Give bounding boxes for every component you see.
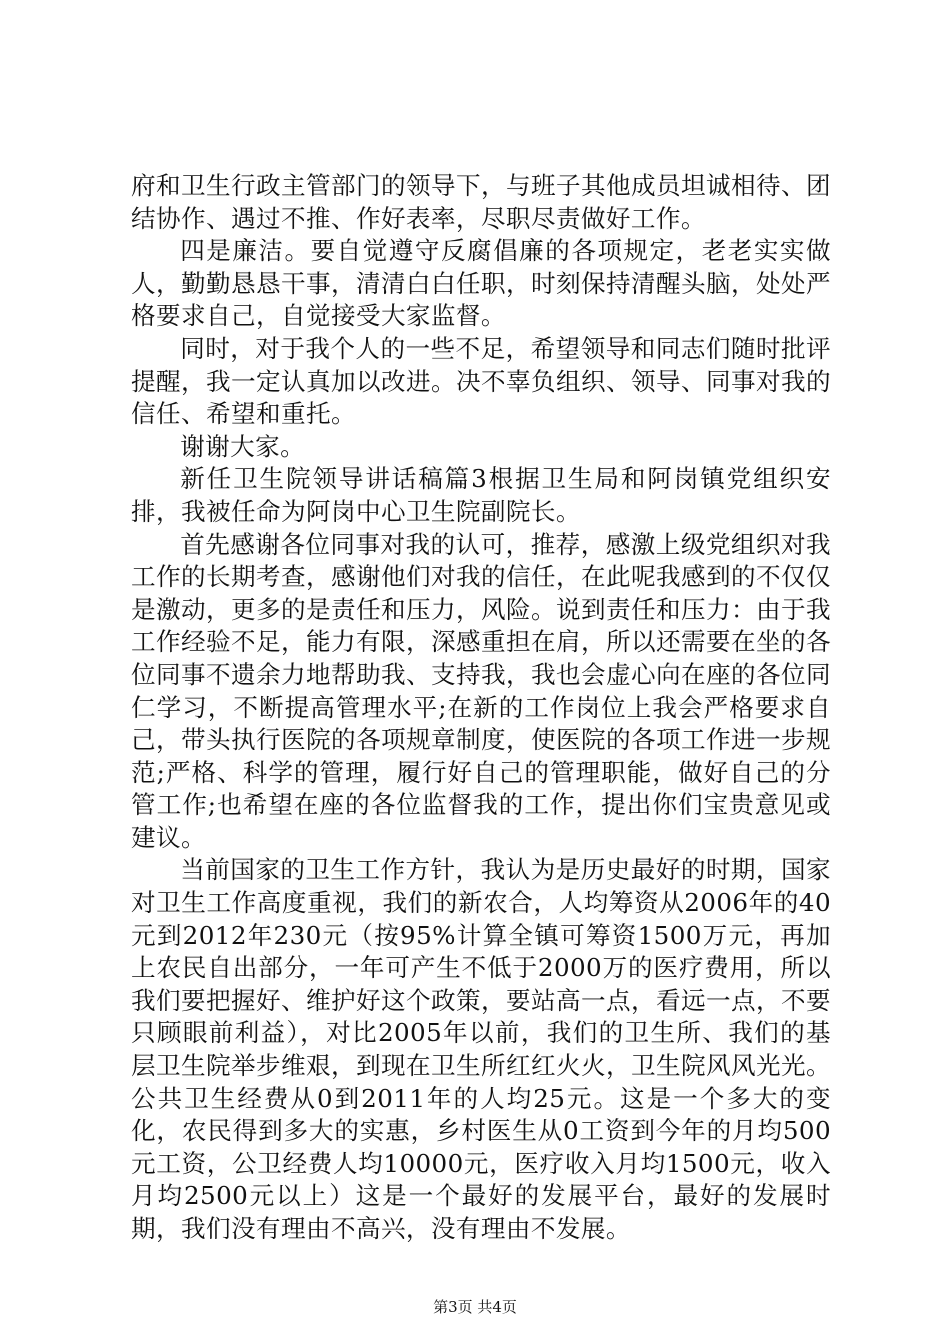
- paragraph-6: 首先感谢各位同事对我的认可，推荐，感激上级党组织对我工作的长期考查，感谢他们对我的信任，在此呢我感到的不仅仅是激动，更多的是责任和压力，风险。说到责任和压力：由于我工作经验不足，能力有限，深感重担在肩，所以还需要在坐的各位同事不遗余力地帮助我、支持我，我也会虚心向在座的各位同仁学习，不断提高管理水平;在新的工作岗位上我会严格要求自己，带头执行医院的各项规章制度，使医院的各项工作进一步规范;严格、科学的管理，履行好自己的管理职能，做好自己的分管工作;也希望在座的各位监督我的工作，提出你们宝贵意见或建议。: [131, 529, 831, 852]
- paragraph-2: 四是廉洁。要自觉遵守反腐倡廉的各项规定，老老实实做人，勤勤恳恳干事，清清白白任职，时刻保持清醒头脑，处处严格要求自己，自觉接受大家监督。: [131, 236, 831, 331]
- document-body: [131, 170, 831, 1246]
- paragraph-5: 新任卫生院领导讲话稿篇3根据卫生局和阿岗镇党组织安排，我被任命为阿岗中心卫生院副院长。: [131, 464, 831, 526]
- page-footer: 第3页 共4页: [433, 1298, 517, 1316]
- paragraph-3: 同时，对于我个人的一些不足，希望领导和同志们随时批评提醒，我一定认真加以改进。决不辜负组织、领导、同事对我的信任、希望和重托。: [131, 333, 831, 429]
- paragraph-7: 当前国家的卫生工作方针，我认为是历史最好的时期，国家对卫生工作高度重视，我们的新农合，人均筹资从2006年的40元到2012年230元（按95%计算全镇可筹资1500万元，再加上农民自出部分，一年可产生不低于2000万的医疗费用，所以我们要把握好、维护好这个政策，要站高一点，看远一点，不要只顾眼前利益），对比2005年以前，我们的卫生所、我们的基层卫生院举步维艰，到现在卫生所红红火火，卫生院风风光光。公共卫生经费从0到2011年的人均25元。这是一个多大的变化，农民得到多大的实惠，乡村医生从0工资到今年的月均500元工资，公卫经费人均10000元，医疗收入月均1500元，收入月均2500元以上）这是一个最好的发展平台，最好的发展时期，我们没有理由不高兴，没有理由不发展。: [131, 855, 831, 1243]
- paragraph-4: 谢谢大家。: [180, 431, 306, 461]
- paragraph-1: 府和卫生行政主管部门的领导下，与班子其他成员坦诚相待、团结协作、遇过不推、作好表率，尽职尽责做好工作。: [131, 171, 831, 233]
